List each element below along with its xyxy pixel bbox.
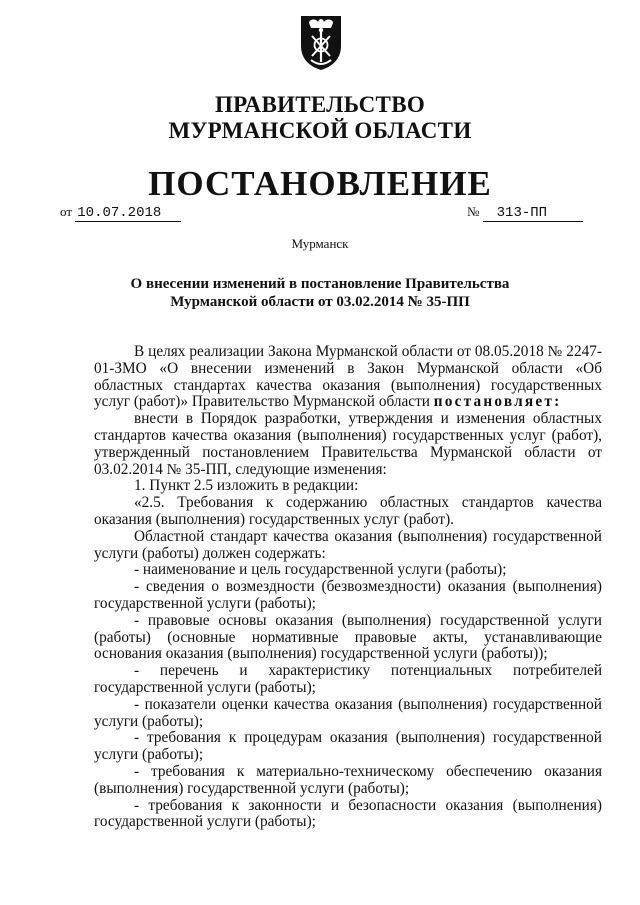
list-item: - перечень и характеристику потенциальных потребителей государственной услуги (работы);	[94, 662, 602, 696]
date-value: 10.07.2018	[75, 205, 181, 222]
document-subject	[0, 275, 640, 311]
number-prefix: №	[467, 204, 480, 219]
intro-text: В целях реализации Закона Мурманской области от 08.05.2018 № 2247-01-ЗМО «О внесении изменений в Закон Мурманской области «Об областных стандартах качества оказания (выполнения) государственных услуг (работ)» Правительство Мурманской области	[94, 343, 602, 411]
date-field	[60, 204, 181, 222]
list-item: - наименование и цель государственной услуги (работы);	[134, 561, 507, 579]
government-line-1: ПРАВИТЕЛЬСТВО	[214, 92, 426, 117]
list-item: - сведения о возмездности (безвозмездности) оказания (выполнения) государственной услуги (работы);	[94, 578, 602, 612]
government-line-2: МУРМАНСКОЙ ОБЛАСТИ	[168, 118, 472, 143]
city-name: Мурманск	[291, 236, 349, 251]
subject-line-1: О внесении изменений в постановление Правительства	[130, 276, 510, 292]
list-item: - показатели оценки качества оказания (выполнения) государственной услуги (работы);	[94, 695, 602, 730]
intro-paragraph	[94, 344, 602, 411]
date-prefix: от	[60, 204, 73, 219]
government-name	[0, 92, 640, 144]
list-item: - требования к материально-техническому обеспечению оказания (выполнения) государственной услуги (работы);	[94, 762, 602, 797]
resolves-word: постановляет:	[433, 393, 562, 411]
list-item: - правовые основы оказания (выполнения) государственной услуги (работы) (основные нормативные правовые акты, устанавливающие основания оказания (выполнения) государственной услуги (работы));	[94, 611, 602, 663]
clause-2-5-paragraph: «2.5. Требования к содержанию областных стандартов качества оказания (выполнения) государственных услуг (работ).	[94, 494, 602, 528]
item-1-paragraph: 1. Пункт 2.5 изложить в редакции:	[134, 477, 359, 495]
number-field	[467, 204, 583, 222]
number-value: 313-ПП	[483, 205, 583, 222]
document-type-title: ПОСТАНОВЛЕНИЕ	[148, 164, 492, 203]
subject-line-2: Мурманской области от 03.02.2014 № 35-ПП	[170, 294, 470, 310]
list-item: - требования к законности и безопасности оказания (выполнения) государственной услуги (работы);	[94, 796, 602, 831]
murmansk-coat-of-arms-icon	[297, 14, 345, 72]
amendment-paragraph: внести в Порядок разработки, утверждения и изменения областных стандартов качества оказания (выполнения) государственных услуг (работ), утвержденный постановлением Правительства Мурманской области от 03.02.2014 № 35-ПП, следующие изменения:	[94, 410, 602, 478]
list-item: - требования к процедурам оказания (выполнения) государственной услуги (работы);	[94, 729, 602, 764]
coat-of-arms-emblem	[297, 14, 345, 72]
document-body	[94, 344, 602, 831]
standard-paragraph: Областной стандарт качества оказания (выполнения) государственной услуги (работы) должен содержать:	[94, 527, 602, 562]
